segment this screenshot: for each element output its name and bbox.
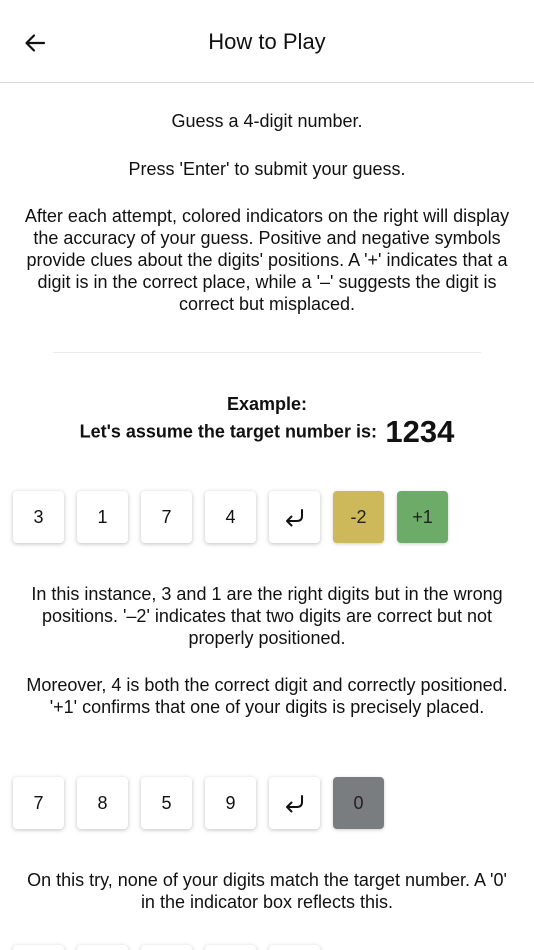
digit-key xyxy=(13,945,64,950)
digit-key xyxy=(141,945,192,950)
intro-enter-text: Press 'Enter' to submit your guess. xyxy=(128,159,406,179)
digit-key: 1 xyxy=(77,491,128,543)
enter-return-icon xyxy=(282,505,308,529)
explanation-correct-text: Moreover, 4 is both the correct digit and correctly positioned. '+1' confirms that one of your digits is precisely placed. xyxy=(26,675,508,717)
intro-goal-text: Guess a 4-digit number. xyxy=(171,111,363,131)
correct-indicator: +1 xyxy=(397,491,448,543)
digit-key: 7 xyxy=(141,491,192,543)
digit-key xyxy=(205,945,256,950)
assume-label: Let's assume the target number is: xyxy=(79,421,377,442)
digit-key xyxy=(77,945,128,950)
misplaced-indicator: -2 xyxy=(333,491,384,543)
digit-key: 9 xyxy=(205,777,256,829)
target-number: 1234 xyxy=(385,414,455,449)
guess-row-example-1 xyxy=(13,491,448,543)
header-bar xyxy=(0,0,534,83)
section-divider xyxy=(53,352,481,353)
digit-key: 4 xyxy=(205,491,256,543)
target-assumption xyxy=(0,414,534,450)
digit-key: 7 xyxy=(13,777,64,829)
explanation-none-text: On this try, none of your digits match the target number. A '0' in the indicator box reflects this. xyxy=(27,870,507,912)
page-title: How to Play xyxy=(208,29,326,54)
digit-key: 3 xyxy=(13,491,64,543)
explanation-misplaced-text: In this instance, 3 and 1 are the right digits but in the wrong positions. '–2' indicates that two digits are correct but not properly positioned. xyxy=(31,584,503,648)
enter-key xyxy=(269,945,320,950)
enter-return-icon xyxy=(282,791,308,815)
enter-key xyxy=(269,491,320,543)
none-indicator: 0 xyxy=(333,777,384,829)
digit-key: 8 xyxy=(77,777,128,829)
example-title: Example: xyxy=(226,394,308,414)
guess-row-example-2 xyxy=(13,777,384,829)
intro-indicators-text: After each attempt, colored indicators on the right will display the accuracy of your guess. Positive and negative symbols provide clues about the digits' positions. A '+' indicates that a digit is in the correct place, while a '–' suggests the digit is correct but misplaced. xyxy=(24,206,510,314)
enter-key xyxy=(269,777,320,829)
guess-row-example-3-partial xyxy=(13,945,320,950)
digit-key: 5 xyxy=(141,777,192,829)
